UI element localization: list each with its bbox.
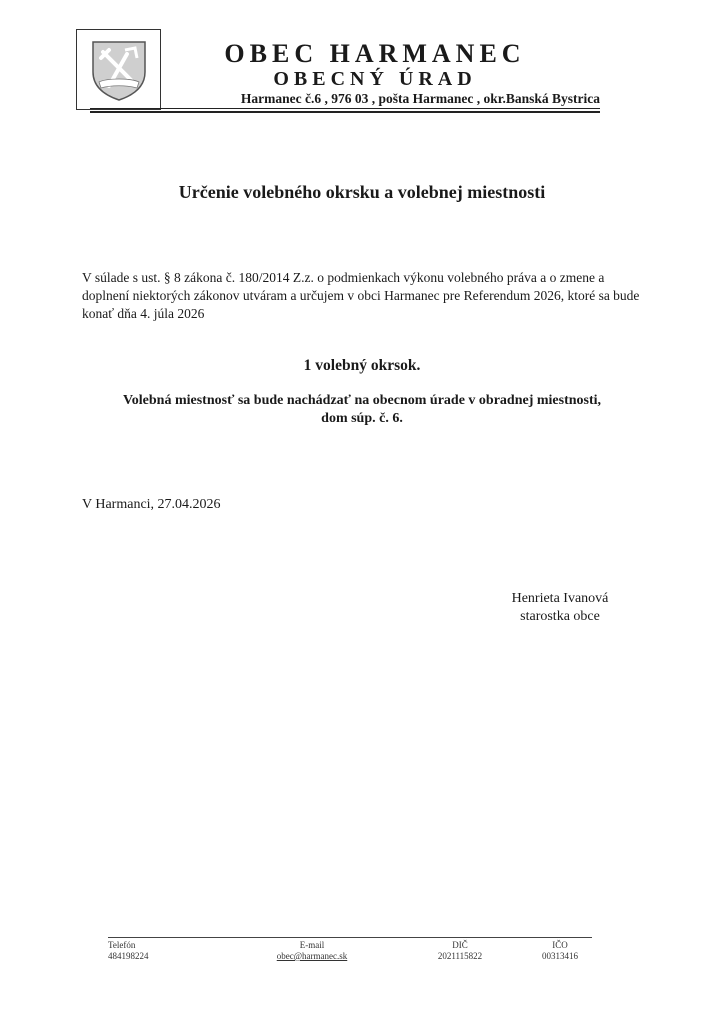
office-address: Harmanec č.6 , 976 03 , pošta Harmanec , okr.Banská Bystrica [240,91,600,106]
office-name: OBECNÝ ÚRAD [273,68,477,90]
place-and-date: V Harmanci, 27.04.2026 [82,497,221,512]
footer-email-label: E-mail [299,940,325,950]
signer-role: starostka obce [520,609,600,624]
document-title: Určenie volebného okrsku a volebnej miestnosti [178,182,546,202]
footer-phone [108,940,149,962]
intro-paragraph: V súlade s ust. § 8 zákona č. 180/2014 Z.z. o podmienkach výkonu volebného práva a o zmene a doplnení niektorých zákonov utváram a určujem v obci Harmanec pre Referendum 2026, ktoré sa bude konať dňa 4. júla 2026 [82,270,640,321]
footer-dic-label: DIČ [452,940,468,950]
footer-email [262,940,362,962]
polling-room-statement [70,392,654,428]
signature-block [470,590,650,626]
footer-phone-value: 484198224 [108,951,149,961]
polling-room-line-1: Volebná miestnosť sa bude nachádzať na obecnom úrade v obradnej miestnosti, [122,393,602,408]
footer-ico-value: 00313416 [542,951,578,961]
footer-dic-value: 2021115822 [437,951,483,961]
polling-room-line-2: dom súp. č. 6. [321,411,403,426]
coat-of-arms-icon [87,38,151,102]
footer-ico [530,940,590,962]
footer-dic [430,940,490,962]
footer-ico-label: IČO [552,940,568,950]
footer-email-value[interactable]: obec@harmanec.sk [276,951,348,961]
signer-name: Henrieta Ivanová [511,591,609,606]
header-divider-thick [90,111,600,113]
header-divider-thin [90,108,600,109]
footer-divider [108,937,592,938]
district-statement: 1 volebný okrsok. [303,357,421,374]
municipality-name: OBEC HARMANEC [224,39,526,68]
footer-phone-label: Telefón [108,940,136,950]
logo-frame [76,29,161,110]
